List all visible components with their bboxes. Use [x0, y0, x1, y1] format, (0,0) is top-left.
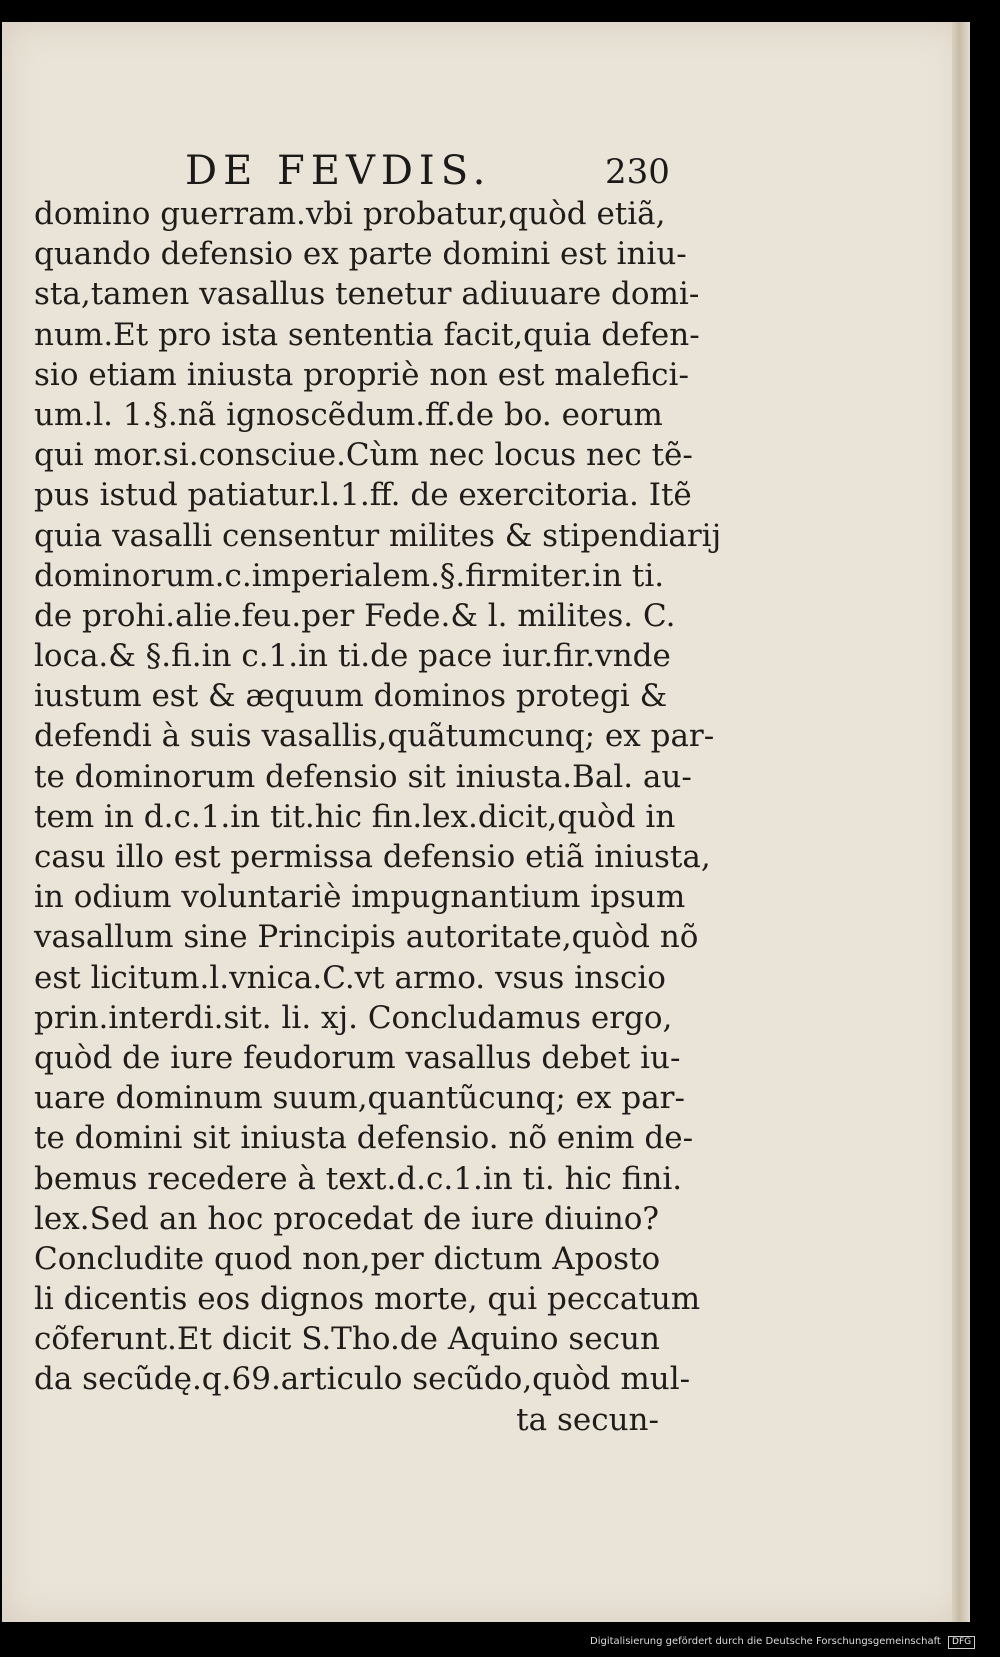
- text-line: quia vasalli censentur milites & stipendiarij: [34, 517, 722, 554]
- text-line: quòd de iure feudorum vasallus debet iu-: [34, 1039, 681, 1076]
- text-line: prin.interdi.sit. li. xj. Concludamus ergo,: [34, 999, 673, 1036]
- page-header: [185, 148, 670, 200]
- text-line: li dicentis eos dignos morte, qui peccatum: [34, 1281, 701, 1318]
- text-line: casu illo est permissa defensio etiã iniusta,: [34, 839, 711, 875]
- page-edge: [952, 22, 970, 1622]
- body-text: [34, 194, 722, 1440]
- text-line: bemus recedere à text.d.c.1.in ti. hic fini.: [34, 1160, 683, 1197]
- text-line: pus istud patiatur.l.1.ff. de exercitoria. Itẽ: [34, 477, 692, 514]
- text-line: domino guerram.vbi probatur,quòd etiã,: [34, 196, 666, 232]
- dfg-logo: DFG: [948, 1636, 975, 1649]
- text-line: tem in d.c.1.in tit.hic fin.lex.dicit,quòd in: [34, 798, 676, 835]
- text-line: de prohi.alie.feu.per Fede.& l. milites. C.: [34, 597, 676, 634]
- text-line: loca.& §.fi.in c.1.in ti.de pace iur.fir.vnde: [34, 638, 671, 675]
- running-head: DE FEVDIS.: [185, 148, 492, 194]
- text-line: da secũdę.q.69.articulo secũdo,quòd mul-: [34, 1361, 691, 1398]
- text-line: vasallum sine Principis autoritate,quòd nõ: [34, 919, 699, 956]
- text-line: defendi à suis vasallis,quãtumcunq; ex par-: [34, 718, 715, 755]
- text-line: um.l. 1.§.nã ignoscẽdum.ff.de bo. eorum: [34, 396, 663, 433]
- text-line: iustum est & æquum dominos protegi &: [34, 678, 668, 715]
- text-line: te dominorum defensio sit iniusta.Bal. au-: [34, 758, 692, 795]
- text-line: Concludite quod non,per dictum Aposto: [34, 1240, 661, 1277]
- text-line: num.Et pro ista sententia facit,quia defen-: [34, 316, 700, 353]
- text-line: in odium voluntariè impugnantium ipsum: [34, 879, 686, 916]
- page-number: 230: [605, 152, 670, 192]
- text-line: qui mor.si.consciue.Cùm nec locus nec tẽ-: [34, 437, 693, 474]
- text-line: est licitum.l.vnica.C.vt armo. vsus inscio: [34, 959, 666, 996]
- text-line: sta,tamen vasallus tenetur adiuuare domi-: [34, 276, 700, 313]
- text-line: lex.Sed an hoc procedat de iure diuino?: [34, 1200, 659, 1237]
- credit-text: Digitalisierung gefördert durch die Deutsche Forschungsgemeinschaft: [590, 1636, 941, 1647]
- digitization-credit: [590, 1636, 1000, 1656]
- text-line: te domini sit iniusta defensio. nõ enim de-: [34, 1120, 694, 1157]
- text-line: sio etiam iniusta propriè non est malefici-: [34, 356, 689, 393]
- text-line: quando defensio ex parte domini est iniu-: [34, 236, 687, 273]
- catchword: ta secun-: [516, 1401, 659, 1438]
- text-line: cõferunt.Et dicit S.Tho.de Aquino secun: [34, 1321, 660, 1358]
- text-line: dominorum.c.imperialem.§.firmiter.in ti.: [34, 557, 665, 594]
- text-line: uare dominum suum,quantũcunq; ex par-: [34, 1080, 685, 1117]
